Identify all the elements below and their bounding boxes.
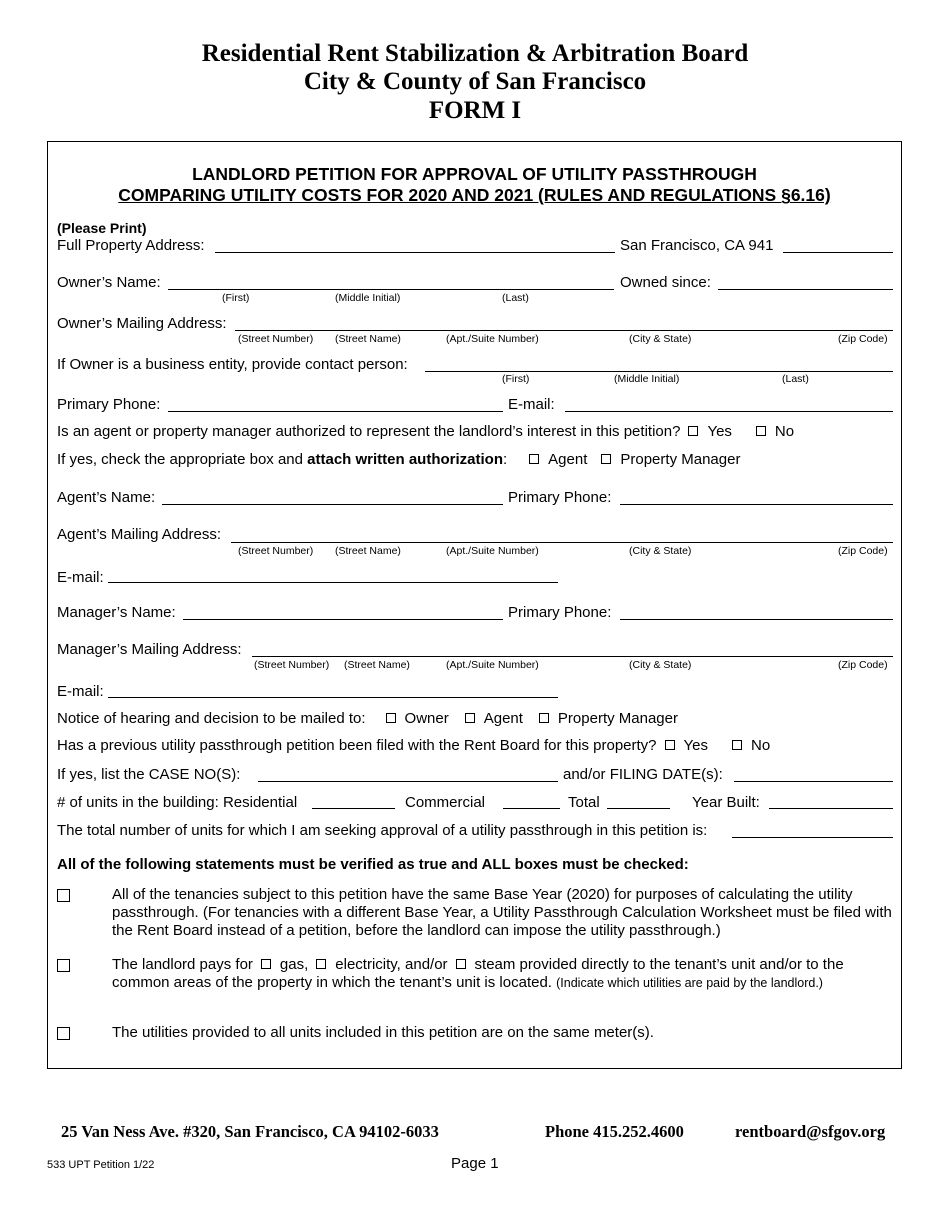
email-label: E-mail: xyxy=(508,396,555,413)
sub-first: (First) xyxy=(502,373,530,385)
year-built-label: Year Built: xyxy=(692,794,760,811)
owned-since-field[interactable] xyxy=(718,289,893,290)
sub-city-state: (City & State) xyxy=(629,545,692,557)
agent-email-field[interactable] xyxy=(108,582,558,583)
statement-2-checkbox[interactable] xyxy=(57,959,70,972)
statement-3: The utilities provided to all units included in this petition are on the same meter(s). xyxy=(112,1024,654,1041)
manager-mailing-field[interactable] xyxy=(252,656,893,657)
filing-dates-field[interactable] xyxy=(734,781,893,782)
sub-apt: (Apt./Suite Number) xyxy=(446,333,539,345)
sub-middle: (Middle Initial) xyxy=(335,292,401,304)
previous-yes-checkbox[interactable] xyxy=(665,740,675,750)
sub-street-number: (Street Number) xyxy=(238,333,314,345)
primary-phone-label: Primary Phone: xyxy=(57,396,161,413)
agent-checkbox[interactable] xyxy=(529,454,539,464)
property-address-field[interactable] xyxy=(215,252,615,253)
primary-phone-field[interactable] xyxy=(168,411,503,412)
total-label: Total xyxy=(568,794,600,811)
sub-street-name: (Street Name) xyxy=(335,333,401,345)
sub-city-state: (City & State) xyxy=(629,659,692,671)
commercial-label: Commercial xyxy=(405,794,486,811)
filing-dates-label: and/or FILING DATE(s): xyxy=(563,766,723,783)
sub-street-name: (Street Name) xyxy=(335,545,401,557)
agent-no-checkbox[interactable] xyxy=(756,426,766,436)
gas-checkbox[interactable] xyxy=(261,959,271,969)
sub-apt: (Apt./Suite Number) xyxy=(446,545,539,557)
electricity-checkbox[interactable] xyxy=(316,959,326,969)
form-code: 533 UPT Petition 1/22 xyxy=(47,1159,155,1171)
sub-zip: (Zip Code) xyxy=(838,545,888,557)
notice-row: Notice of hearing and decision to be mailed to: Owner Agent Property Manager xyxy=(57,710,678,727)
steam-checkbox[interactable] xyxy=(456,959,466,969)
units-residential-field[interactable] xyxy=(312,808,395,809)
previous-no-checkbox[interactable] xyxy=(732,740,742,750)
sub-zip: (Zip Code) xyxy=(838,659,888,671)
agent-phone-label: Primary Phone: xyxy=(508,489,612,506)
manager-phone-label: Primary Phone: xyxy=(508,604,612,621)
owner-mailing-label: Owner’s Mailing Address: xyxy=(57,315,227,332)
statement-2: The landlord pays for gas, electricity, and/or steam provided directly to the tenant’s unit and/or to the common areas of the property in which the tenant’s unit is located. (Indicate which utilities are paid by the landlord.) xyxy=(112,956,844,991)
agent-mailing-label: Agent’s Mailing Address: xyxy=(57,526,221,543)
statement-1: All of the tenancies subject to this petition have the same Base Year (2020) for purposes of calculating the utility passthrough. (For tenancies with a different Base Year, a Utility Passthrough Calculation Worksheet must be filed with the Rent Board instead of a petition, before the landlord can impose the utility passthrough.) xyxy=(112,886,892,939)
statement-1-checkbox[interactable] xyxy=(57,889,70,902)
statement-3-checkbox[interactable] xyxy=(57,1027,70,1040)
total-units-seeking-label: The total number of units for which I am seeking approval of a utility passthrough in this petition is: xyxy=(57,822,708,839)
owner-name-label: Owner’s Name: xyxy=(57,274,161,291)
notice-owner-checkbox[interactable] xyxy=(386,713,396,723)
form-subtitle: COMPARING UTILITY COSTS FOR 2020 AND 2021 (RULES AND REGULATIONS §6.16) xyxy=(118,185,831,205)
sub-first: (First) xyxy=(222,292,250,304)
agent-email-label: E-mail: xyxy=(57,569,104,586)
manager-email-label: E-mail: xyxy=(57,683,104,700)
sub-street-number: (Street Number) xyxy=(238,545,314,557)
email-field[interactable] xyxy=(565,411,893,412)
year-built-field[interactable] xyxy=(769,808,893,809)
agent-question: Is an agent or property manager authorized to represent the landlord’s interest in this petition? Yes No xyxy=(57,423,795,440)
commercial-field[interactable] xyxy=(503,808,560,809)
owner-mailing-field[interactable] xyxy=(235,330,893,331)
notice-agent-checkbox[interactable] xyxy=(465,713,475,723)
notice-manager-checkbox[interactable] xyxy=(539,713,549,723)
sub-street-name: (Street Name) xyxy=(344,659,410,671)
sub-last: (Last) xyxy=(782,373,809,385)
manager-email-field[interactable] xyxy=(108,697,558,698)
agent-mailing-field[interactable] xyxy=(231,542,893,543)
footer-address: 25 Van Ness Ave. #320, San Francisco, CA 94102-6033 xyxy=(61,1122,439,1141)
sub-zip: (Zip Code) xyxy=(838,333,888,345)
city-county: City & County of San Francisco xyxy=(303,68,647,95)
units-residential-label: # of units in the building: Residential xyxy=(57,794,298,811)
owner-name-field[interactable] xyxy=(168,289,614,290)
property-manager-checkbox[interactable] xyxy=(601,454,611,464)
sf-zip-prefix: San Francisco, CA 941 xyxy=(620,237,774,254)
zip-suffix-field[interactable] xyxy=(783,252,893,253)
footer-email: rentboard@sfgov.org xyxy=(735,1122,886,1141)
agent-phone-field[interactable] xyxy=(620,504,893,505)
manager-name-field[interactable] xyxy=(183,619,503,620)
sub-last: (Last) xyxy=(502,292,529,304)
case-nos-field[interactable] xyxy=(258,781,558,782)
sub-apt: (Apt./Suite Number) xyxy=(446,659,539,671)
authorization-row: If yes, check the appropriate box and attach written authorization: Agent Property Manager xyxy=(57,451,741,468)
total-field[interactable] xyxy=(607,808,670,809)
agent-name-field[interactable] xyxy=(162,504,503,505)
owned-since-label: Owned since: xyxy=(620,274,711,291)
agent-yes-checkbox[interactable] xyxy=(688,426,698,436)
statements-heading: All of the following statements must be verified as true and ALL boxes must be checked: xyxy=(57,856,689,873)
footer-phone: Phone 415.252.4600 xyxy=(545,1122,684,1141)
sub-city-state: (City & State) xyxy=(629,333,692,345)
property-address-label: Full Property Address: xyxy=(57,237,205,254)
business-contact-field[interactable] xyxy=(425,371,893,372)
manager-name-label: Manager’s Name: xyxy=(57,604,176,621)
agent-name-label: Agent’s Name: xyxy=(57,489,156,506)
case-nos-label: If yes, list the CASE NO(S): xyxy=(57,766,241,783)
total-units-seeking-field[interactable] xyxy=(732,837,893,838)
form-number: FORM I xyxy=(428,97,522,124)
page-number: Page 1 xyxy=(451,1155,499,1172)
manager-phone-field[interactable] xyxy=(620,619,893,620)
form-title: LANDLORD PETITION FOR APPROVAL OF UTILITY PASSTHROUGH xyxy=(192,164,757,184)
sub-street-number: (Street Number) xyxy=(254,659,330,671)
sub-middle: (Middle Initial) xyxy=(614,373,680,385)
manager-mailing-label: Manager’s Mailing Address: xyxy=(57,641,242,658)
business-contact-label: If Owner is a business entity, provide contact person: xyxy=(57,356,408,373)
agency-name: Residential Rent Stabilization & Arbitration Board xyxy=(201,40,749,67)
previous-petition-row: Has a previous utility passthrough petition been filed with the Rent Board for this property? Yes No xyxy=(57,737,771,754)
please-print: (Please Print) xyxy=(57,220,147,236)
